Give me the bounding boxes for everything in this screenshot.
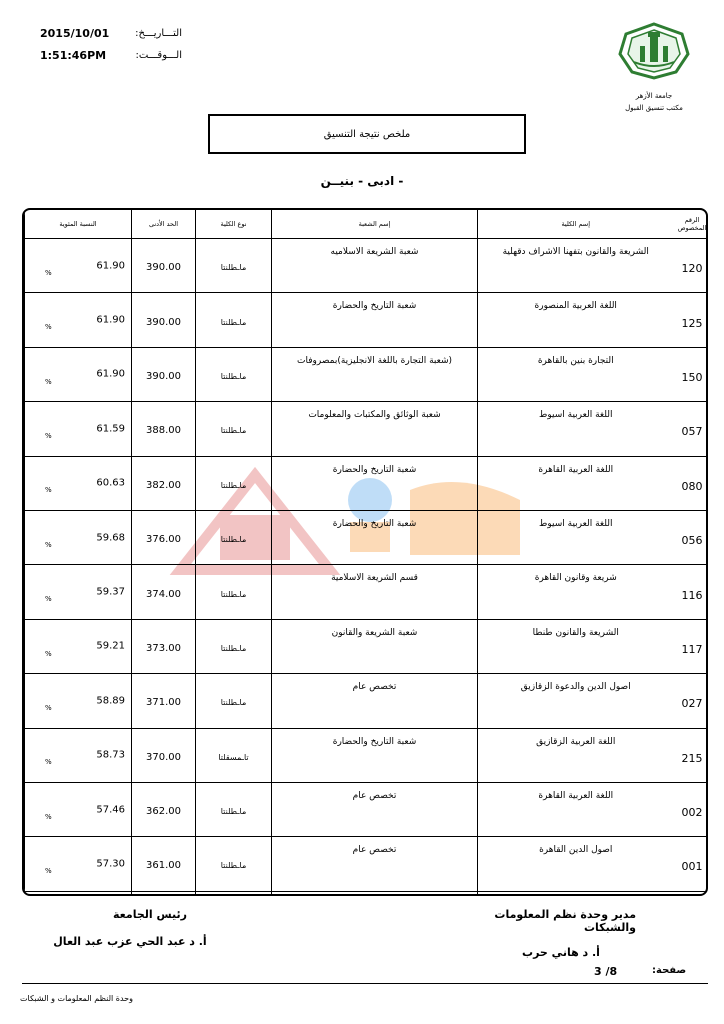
signature-president [53, 908, 210, 948]
cell-college: اصول الدين القاهرة [478, 837, 674, 891]
cell-code [674, 891, 709, 896]
signature-it-director-title: مدير وحدة نظم المعلومات والشبكات [494, 908, 636, 934]
percent-symbol: % [45, 486, 52, 495]
percent-symbol: % [45, 758, 52, 767]
cell-min-score: 390.00 [132, 347, 196, 401]
cell-min-score: 362.00 [132, 782, 196, 836]
table-row [25, 891, 709, 896]
cell-code: 215 [674, 728, 709, 782]
cell-code: 027 [674, 674, 709, 728]
cell-college: اللغة العربية الزقازيق [478, 728, 674, 782]
percent-symbol: % [45, 595, 52, 604]
percent-value: 58.89 [96, 695, 125, 707]
percent-value: 59.21 [96, 640, 125, 652]
report-subtitle: - ادبى - بنيــن [320, 174, 404, 188]
cell-percent [25, 293, 132, 347]
cell-min-score: 390.00 [132, 293, 196, 347]
cell-branch: شعبة التاريخ والحضارة [272, 510, 478, 564]
table-row [25, 293, 709, 347]
cell-college-type: ماـطلنتا [196, 619, 272, 673]
header-min-score: الحد الأدنى [132, 210, 196, 239]
percent-value: 61.59 [96, 423, 125, 435]
header-branch: إسم الشعبة [272, 210, 478, 239]
percent-value: 59.37 [96, 586, 125, 598]
cell-min-score: 370.00 [132, 728, 196, 782]
table-row [25, 510, 709, 564]
table-row [25, 402, 709, 456]
time-label: الـــوقـــت: [135, 49, 182, 61]
cell-college-type: ماـطلنتا [196, 456, 272, 510]
cell-college-type: ماـطلنتا [196, 782, 272, 836]
cell-percent [25, 565, 132, 619]
percent-value: 61.90 [96, 368, 125, 380]
cell-percent [25, 619, 132, 673]
percent-symbol: % [45, 323, 52, 332]
signature-it-director [486, 908, 636, 959]
cell-branch: شعبة التاريخ والحضارة [272, 456, 478, 510]
cell-branch: شعبة الشريعة والقانون [272, 619, 478, 673]
results-table [22, 208, 708, 896]
cell-code: 056 [674, 510, 709, 564]
cell-college: اللغة العربية القاهرة [478, 782, 674, 836]
cell-branch: تخصص عام [272, 782, 478, 836]
cell-branch [272, 891, 478, 896]
cell-code: 057 [674, 402, 709, 456]
cell-code: 150 [674, 347, 709, 401]
percent-value: 60.63 [96, 477, 125, 489]
percent-symbol: % [45, 704, 52, 713]
cell-code: 125 [674, 293, 709, 347]
cell-college-type: ماـطلنتا [196, 347, 272, 401]
cell-code: 116 [674, 565, 709, 619]
cell-college-type: ماـطلنتا [196, 674, 272, 728]
cell-college [478, 891, 674, 896]
logo-office-name: مكتب تنسيق القبول [625, 104, 683, 112]
percent-symbol: % [45, 268, 52, 277]
cell-code: 001 [674, 837, 709, 891]
percent-value: 59.68 [96, 532, 125, 544]
azhar-emblem-icon [616, 20, 692, 82]
percent-value: 57.46 [96, 804, 125, 816]
percent-symbol: % [45, 432, 52, 441]
cell-college-type: ماـطلنتا [196, 565, 272, 619]
table-row [25, 565, 709, 619]
page-label: صفحة: [652, 965, 687, 976]
header-college-type: نوع الكلية [196, 210, 272, 239]
cell-college-type: تاـمسقلتا [196, 728, 272, 782]
cell-college: اصول الدين والدعوة الزقازيق [478, 674, 674, 728]
cell-min-score: 390.00 [132, 239, 196, 293]
percent-symbol: % [45, 540, 52, 549]
cell-percent [25, 728, 132, 782]
cell-college-type: ماـطلنتا [196, 402, 272, 456]
table-row [25, 728, 709, 782]
footer-text: وحدة النظم المعلومات و الشبكات [20, 994, 133, 1003]
header-college: إسم الكلية [478, 210, 674, 239]
percent-symbol: % [45, 867, 52, 876]
page-number: 3 /8 [594, 965, 618, 978]
time-row [40, 44, 182, 66]
percent-symbol: % [45, 377, 52, 386]
cell-min-score: 382.00 [132, 456, 196, 510]
table-row [25, 674, 709, 728]
cell-college-type: ماـطلنتا [196, 293, 272, 347]
table-header-row [25, 210, 709, 239]
signature-it-director-name: أ. د هاني حرب [522, 946, 600, 959]
footer-divider [22, 983, 708, 984]
cell-college: اللغة العربية اسيوط [478, 402, 674, 456]
cell-percent [25, 782, 132, 836]
cell-college-type: ماـطلنتا [196, 837, 272, 891]
signature-president-title: رئيس الجامعة [113, 908, 187, 921]
percent-symbol: % [45, 649, 52, 658]
header-percent: النسبة المئوية [25, 210, 132, 239]
logo-university-name: جامعة الأزهر [635, 92, 673, 100]
cell-college-type: ماـطلنتا [196, 239, 272, 293]
cell-branch: شعبة التاريخ والحضارة [272, 293, 478, 347]
cell-code: 117 [674, 619, 709, 673]
cell-college: شريعة وقانون القاهرة [478, 565, 674, 619]
cell-college: اللغة العربية المنصورة [478, 293, 674, 347]
table-row [25, 837, 709, 891]
cell-percent [25, 510, 132, 564]
table-row [25, 347, 709, 401]
cell-branch: (شعبة التجارة باللغة الانجليزية)بمصروفات [272, 347, 478, 401]
date-time-block [40, 22, 182, 66]
cell-college: اللغة العربية القاهرة [478, 456, 674, 510]
report-title: ملخص نتيجة التنسيق [208, 114, 526, 154]
cell-percent [25, 347, 132, 401]
header-code: الرقم المخصوص [674, 210, 709, 239]
table-row [25, 619, 709, 673]
date-label: التـــاريـــخ: [135, 27, 182, 39]
date-value: 2015/10/01 [40, 26, 110, 40]
cell-code: 002 [674, 782, 709, 836]
percent-symbol: % [45, 812, 52, 821]
university-logo [612, 20, 696, 112]
cell-branch: شعبة الوثائق والمكتبات والمعلومات [272, 402, 478, 456]
time-value: 1:51:46PM [40, 48, 107, 62]
cell-min-score: 374.00 [132, 565, 196, 619]
cell-min-score: 371.00 [132, 674, 196, 728]
cell-code: 080 [674, 456, 709, 510]
cell-college: الشريعة والقانون طنطا [478, 619, 674, 673]
date-row [40, 22, 182, 44]
cell-min-score: 373.00 [132, 619, 196, 673]
cell-college-type [196, 891, 272, 896]
signature-president-name: أ. د عبد الحي عزب عبد العال [53, 935, 207, 948]
percent-value: 58.73 [96, 749, 125, 761]
cell-branch: قسم الشريعة الاسلامية [272, 565, 478, 619]
cell-min-score: 361.00 [132, 837, 196, 891]
cell-branch: تخصص عام [272, 674, 478, 728]
cell-min-score: 376.00 [132, 510, 196, 564]
cell-code: 120 [674, 239, 709, 293]
cell-branch: شعبة الشريعة الاسلاميه [272, 239, 478, 293]
cell-percent [25, 239, 132, 293]
percent-value: 61.90 [96, 314, 125, 326]
percent-value: 61.90 [96, 260, 125, 272]
table-row [25, 456, 709, 510]
cell-college-type: ماـطلنتا [196, 510, 272, 564]
cell-min-score: 388.00 [132, 402, 196, 456]
cell-college: الشريعة والقانون بتفهنا الاشراف دقهلية [478, 239, 674, 293]
cell-percent [25, 402, 132, 456]
cell-min-score [132, 891, 196, 896]
cell-branch: تخصص عام [272, 837, 478, 891]
cell-branch: شعبة التاريخ والحضارة [272, 728, 478, 782]
cell-percent [25, 891, 132, 896]
table-row [25, 782, 709, 836]
cell-college: التجارة بنين بالقاهرة [478, 347, 674, 401]
cell-percent [25, 456, 132, 510]
table-row [25, 239, 709, 293]
cell-percent [25, 674, 132, 728]
cell-college: اللغة العربية اسيوط [478, 510, 674, 564]
cell-percent [25, 837, 132, 891]
percent-value: 57.30 [96, 858, 125, 870]
